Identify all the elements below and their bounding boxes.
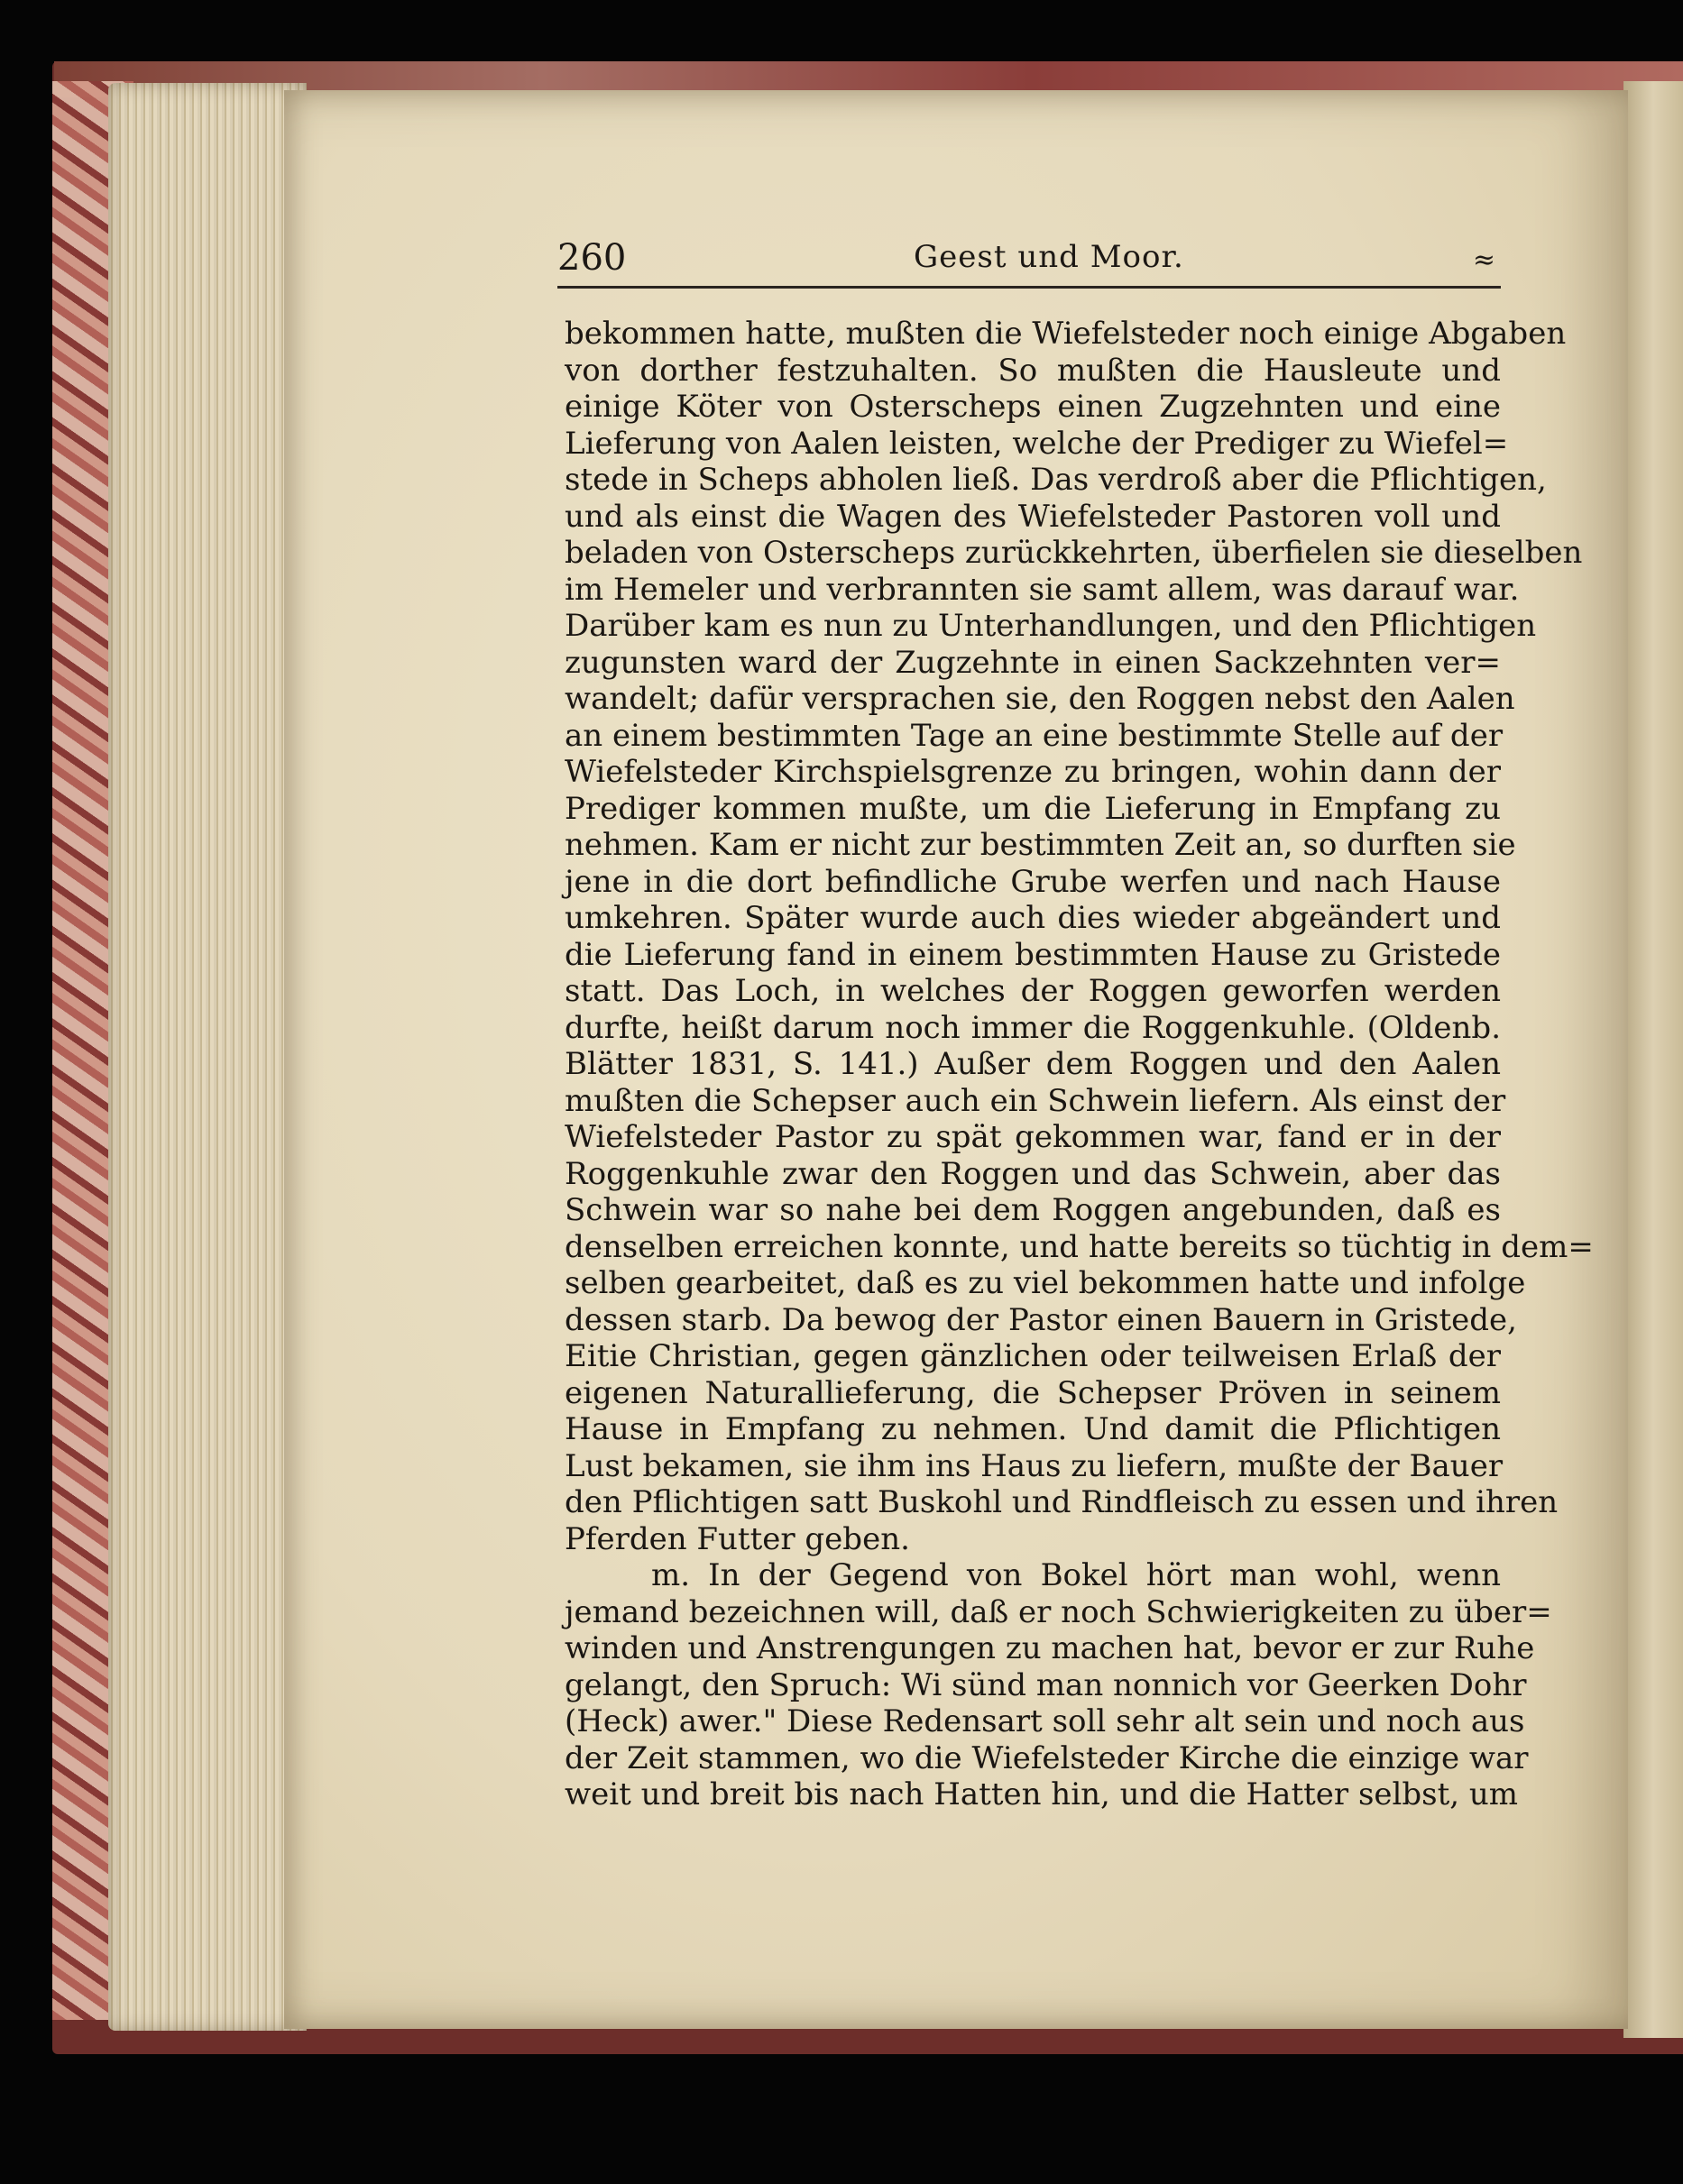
text-line: Schwein war so nahe bei dem Roggen angebunden, daß es xyxy=(565,1192,1501,1228)
text-line: beladen von Osterscheps zurückkehrten, überfielen sie dieselben xyxy=(565,535,1583,571)
text-line: bekommen hatte, mußten die Wiefelsteder noch einige Abgaben xyxy=(565,316,1567,352)
text-line: wandelt; dafür versprachen sie, den Roggen nebst den Aalen xyxy=(565,681,1515,717)
text-line: und als einst die Wagen des Wiefelsteder Pastoren voll und xyxy=(565,498,1501,535)
text-line: mußten die Schepser auch ein Schwein liefern. Als einst der xyxy=(565,1082,1506,1119)
text-line: den Pflichtigen satt Buskohl und Rindfleisch zu essen und ihren xyxy=(565,1484,1559,1520)
text-line: gelangt, den Spruch: Wi sünd man nonnich vor Geerken Dohr xyxy=(565,1666,1527,1703)
text-line: Lust bekamen, sie ihm ins Haus zu liefern, mußte der Bauer xyxy=(565,1447,1504,1484)
text-line: Wiefelsteder Pastor zu spät gekommen war, fand er in der xyxy=(565,1119,1501,1155)
text-line: (Heck) awer." Diese Redensart soll sehr alt sein und noch aus xyxy=(565,1703,1525,1739)
body-text xyxy=(565,316,1594,1813)
text-line: weit und breit bis nach Hatten hin, und die Hatter selbst, um xyxy=(565,1776,1519,1812)
text-line: Eitie Christian, gegen gänzlichen oder teilweisen Erlaß der xyxy=(565,1338,1501,1374)
text-line: Pferden Futter geben. xyxy=(565,1520,910,1557)
text-line: statt. Das Loch, in welches der Roggen geworfen werden xyxy=(565,973,1501,1009)
text-line: eigenen Naturallieferung, die Schepser Pröven in seinem xyxy=(565,1374,1501,1411)
text-line: die Lieferung fand in einem bestimmten Hause zu Gristede xyxy=(565,936,1501,973)
text-line: denselben erreichen konnte, und hatte bereits so tüchtig in dem= xyxy=(565,1228,1594,1265)
page-number: 260 xyxy=(557,237,627,279)
text-line: durfte, heißt darum noch immer die Roggenkuhle. (Oldenb. xyxy=(565,1009,1501,1046)
corner-mark: ≈ xyxy=(1472,244,1495,276)
paragraph-m xyxy=(565,1557,1552,1813)
text-line: winden und Anstrengungen zu machen hat, bevor er zur Ruhe xyxy=(565,1630,1535,1666)
text-line: im Hemeler und verbrannten sie samt allem, was darauf war. xyxy=(565,571,1520,608)
text-line: Wiefelsteder Kirchspielsgrenze zu bringen, wohin dann der xyxy=(565,754,1501,790)
page-header xyxy=(557,230,1501,289)
text-line: der Zeit stammen, wo die Wiefelsteder Kirche die einzige war xyxy=(565,1739,1529,1776)
text-line: Darüber kam es nun zu Unterhandlungen, und den Pflichtigen xyxy=(565,608,1537,644)
text-line: dessen starb. Da bewog der Pastor einen Bauern in Gristede, xyxy=(565,1301,1517,1338)
text-line: Roggenkuhle zwar den Roggen und das Schwein, aber das xyxy=(565,1155,1501,1192)
text-line: nehmen. Kam er nicht zur bestimmten Zeit an, so durften sie xyxy=(565,827,1516,863)
text-line: m. In der Gegend von Bokel hört man wohl, wenn xyxy=(651,1557,1501,1593)
text-line: umkehren. Später wurde auch dies wieder abgeändert und xyxy=(565,900,1501,936)
text-line: Lieferung von Aalen leisten, welche der Prediger zu Wiefel= xyxy=(565,425,1509,462)
text-line: zugunsten ward der Zugzehnte in einen Sackzehnten ver= xyxy=(565,644,1501,681)
running-title: Geest und Moor. xyxy=(914,239,1184,275)
text-line: Hause in Empfang zu nehmen. Und damit die Pflichtigen xyxy=(565,1411,1501,1447)
text-line: von dorther festzuhalten. So mußten die Hausleute und xyxy=(565,352,1501,389)
paragraph-main xyxy=(565,316,1594,1557)
text-line: jemand bezeichnen will, daß er noch Schwierigkeiten zu über= xyxy=(565,1593,1552,1630)
text-line: jene in die dort befindliche Grube werfen und nach Hause xyxy=(565,863,1501,900)
text-line: stede in Scheps abholen ließ. Das verdroß aber die Pflichtigen, xyxy=(565,462,1547,498)
page-stack-edge xyxy=(108,83,307,2031)
text-line: Blätter 1831, S. 141.) Außer dem Roggen und den Aalen xyxy=(565,1046,1501,1082)
text-line: Prediger kommen mußte, um die Lieferung in Empfang zu xyxy=(565,790,1501,827)
facing-page-edge xyxy=(1623,81,1683,2038)
text-line: selben gearbeitet, daß es zu viel bekommen hatte und infolge xyxy=(565,1265,1526,1301)
text-line: an einem bestimmten Tage an eine bestimmte Stelle auf der xyxy=(565,717,1504,754)
text-line: einige Köter von Osterscheps einen Zugzehnten und eine xyxy=(565,389,1501,425)
